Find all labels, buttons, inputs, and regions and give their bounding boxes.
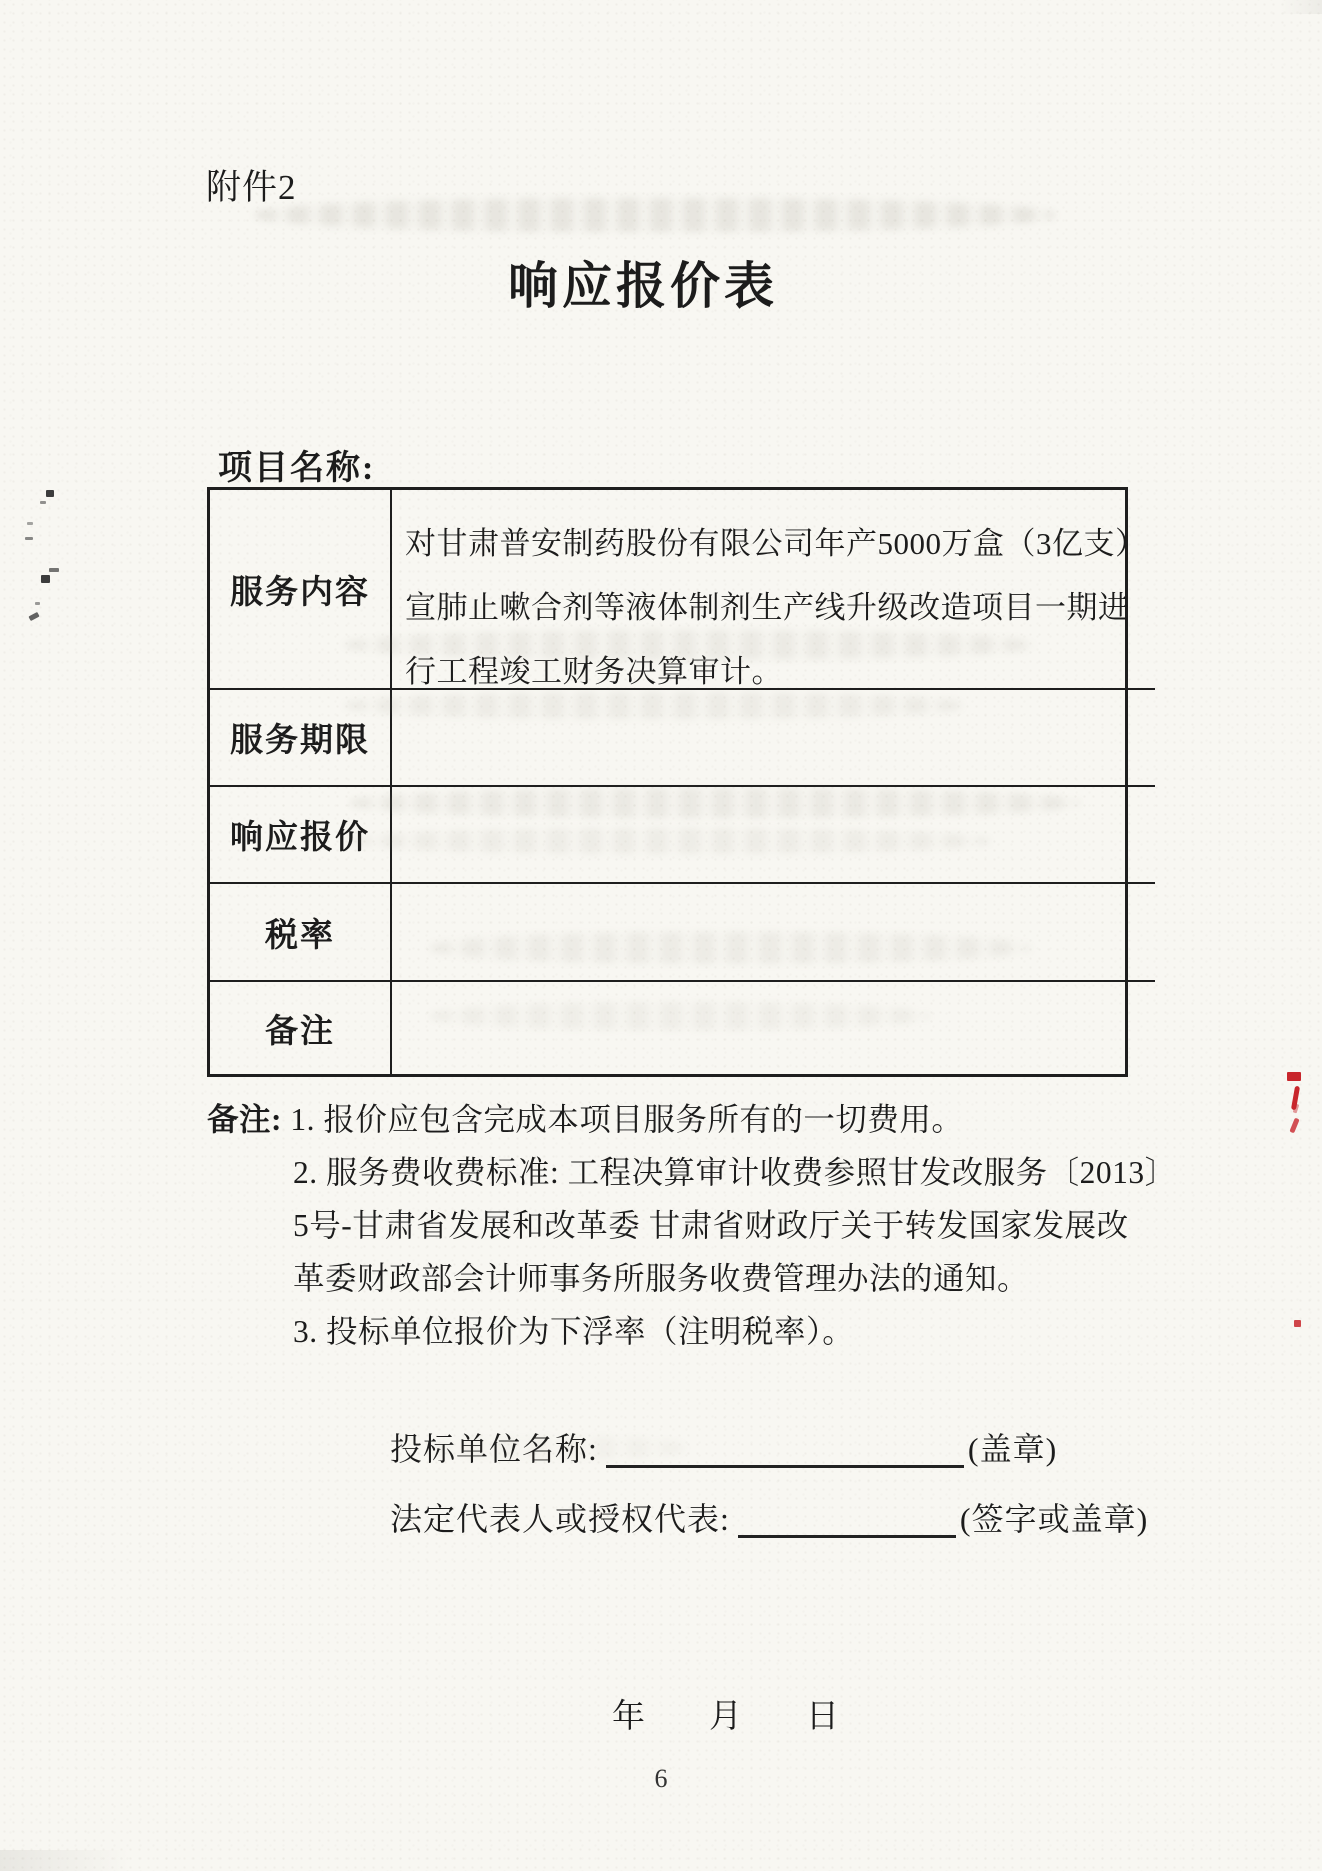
row-label-tax-rate: 税率: [210, 882, 390, 980]
service-content-line: 行工程竣工财务决算审计。: [405, 654, 783, 689]
scan-smudge: [350, 828, 990, 854]
red-ink-mark: [1294, 1320, 1301, 1327]
date-day-label: 日: [806, 1699, 839, 1735]
scan-edge-smear: [1280, 0, 1322, 14]
pencil-mark: [49, 568, 59, 572]
project-name-label: 项目名称:: [218, 450, 376, 487]
red-ink-mark: [1287, 1072, 1301, 1081]
note-line-1: 备注: 1. 报价应包含完成本项目服务所有的一切费用。: [207, 1102, 964, 1137]
attachment-label: 附件2: [206, 168, 297, 207]
page-title: 响应报价表: [508, 258, 778, 314]
scan-smudge: [345, 630, 1035, 660]
representative-blank: [738, 1499, 956, 1538]
scan-smudge: [430, 1436, 690, 1460]
representative-stamp-suffix: (签字或盖章): [959, 1501, 1149, 1537]
note-line-5: 3. 投标单位报价为下浮率（注明税率）。: [293, 1314, 855, 1349]
scan-smudge: [255, 198, 1055, 232]
pencil-mark: [35, 602, 40, 605]
pencil-mark: [41, 575, 50, 583]
pencil-mark: [25, 537, 33, 540]
scan-smudge: [350, 788, 1080, 818]
note-line-3: 5号-甘肃省发展和改革委 甘肃省财政厅关于转发国家发展改: [293, 1208, 1129, 1243]
pencil-mark: [40, 501, 46, 504]
scan-smudge: [345, 692, 965, 719]
representative-label: 法定代表人或授权代表:: [390, 1501, 730, 1537]
scan-smudge: [430, 1002, 930, 1030]
service-content-line: 对甘肃普安制药股份有限公司年产5000万盒（3亿支）: [405, 526, 1147, 561]
row-label-response-quote: 响应报价: [210, 785, 390, 882]
date-year-label: 年: [612, 1699, 645, 1735]
notes-section: [207, 1093, 1177, 1358]
bidder-name-label: 投标单位名称:: [390, 1431, 598, 1467]
row-label-service-content: 服务内容: [230, 574, 370, 611]
pencil-mark: [27, 522, 33, 525]
representative-signature-row: [390, 1494, 1148, 1540]
page-number: 6: [654, 1764, 668, 1793]
row-label-remarks: 备注: [210, 980, 390, 1074]
notes-prefix: 备注:: [207, 1102, 282, 1137]
tax-rate-cell: [390, 882, 1155, 980]
row-label-service-term: 服务期限: [210, 688, 390, 785]
bidder-stamp-suffix: (盖章): [967, 1431, 1058, 1467]
note-line-4: 革委财政部会计师事务所服务收费管理办法的通知。: [293, 1261, 1030, 1296]
pencil-mark: [28, 612, 39, 621]
pencil-mark: [46, 490, 54, 497]
quotation-table: [207, 487, 1147, 1077]
note-line-2: 2. 服务费收费标准: 工程决算审计收费参照甘发改服务〔2013〕: [293, 1155, 1177, 1190]
service-content-line: 宣肺止嗽合剂等液体制剂生产线升级改造项目一期进: [405, 590, 1130, 625]
red-ink-mark: [1289, 1118, 1299, 1134]
date-line: [612, 1690, 839, 1737]
date-month-label: 月: [709, 1699, 742, 1735]
scan-smudge: [430, 932, 1030, 964]
scan-edge-smear: [0, 1850, 130, 1871]
